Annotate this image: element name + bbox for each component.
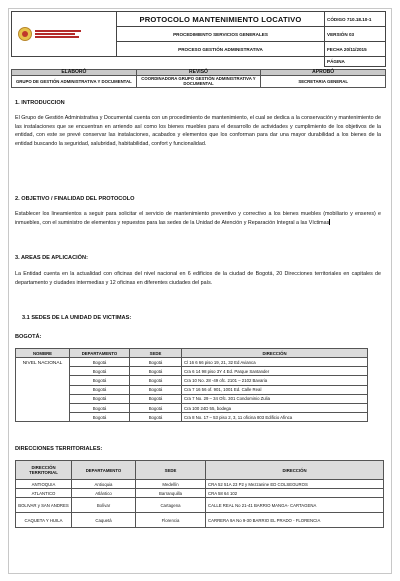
column-header: DEPARTAMENTO [72, 461, 136, 480]
reviso-label: REVISÓ [136, 70, 261, 76]
cell-name: CAQUETA Y HUILA [16, 513, 72, 528]
reviso-value: COORDINADORA GRUPO GESTIÓN ADMINISTRATIVA Y DOCUMENTAL [136, 76, 261, 87]
cell-sede: Bogotá [130, 394, 182, 403]
column-header: DEPARTAMENTO [70, 349, 130, 358]
section-sedes-title: 3.1 SEDES DE LA UNIDAD DE VICTIMAS: [22, 315, 132, 321]
cell-dir: CRA 52 51A 23 P2 y Mezzanine ED COLSEGUROS [206, 480, 384, 489]
sede-name-cell: NIVEL NACIONAL [16, 358, 70, 422]
column-header: SEDE [136, 461, 206, 480]
cell-sede: Medellín [136, 480, 206, 489]
section-areas-text: La Entidad cuenta en la actualidad con oficinas del nivel nacional en 6 edificios de la ciudad de Bogotá, 20 Direcciones territoriales en capitales de departamento y ciudades intermedias y 12 oficinas en diferentes ciudades del país. [15, 271, 381, 286]
table-row [16, 480, 384, 489]
section-objetivo-text-content: Establecer los lineamientos a seguir para solicitar el servicio de mantenimiento preventivo y correctivo a los bienes muebles (mobiliario y enseres) e inmuebles, con el suministro de elementos y repuestos para las sedes de la Unidad de Atención y Reparación Integral a las Víctimas [15, 211, 381, 226]
cell-sede: Bogotá [130, 376, 182, 385]
section-objetivo-title: 2. OBJETIVO / FINALIDAD DEL PROTOCOLO [15, 196, 135, 202]
bogota-label: BOGOTÁ: [15, 334, 42, 340]
cell-dep: Atlántico [72, 489, 136, 498]
cell-dir: Cra 7 16 56 of. 901, 1001 Ed. Calle Real [182, 385, 368, 394]
text-cursor [329, 219, 330, 225]
section-introduccion-text: El Grupo de Gestión Administrativa y Documental cuenta con un procedimiento de mantenimiento, el cual se dedica a la conservación y mantenimiento de las instalaciones que se encuentran en arriendo así como los bienes muebles para el desarrollo de actividades y cumplimiento de los objetivos de la entidad, con este se prevé conservar las instalaciones, acabados y elementos que los conforman para dar una mayor durabilidad a los bienes de la entidad buscando la seguridad, salubridad, habitabilidad, confort y funcionalidad. [15, 115, 381, 147]
cell-dir: CARRERA 9A No 9-30 BARRIO EL PRADO - FLORENCIA [206, 513, 384, 528]
cell-sede: Florencia [136, 513, 206, 528]
cell-dir: Cra 8 No. 17 – 53 piso 2, 3, 11 oficina 803 Edificio Afinca [182, 413, 368, 422]
cell-sede: Cartagena [136, 498, 206, 513]
aprobo-label: APROBÓ [261, 70, 386, 76]
cell-dir: Cra 10 No. 28 -49 ofc. 2101 – 2102 Bavaria [182, 376, 368, 385]
document-header [11, 11, 386, 67]
elaboro-label: ELABORÓ [12, 70, 137, 76]
cell-dep: Bogotá [70, 385, 130, 394]
cell-dep: Bogotá [70, 413, 130, 422]
column-header: DIRECCIÓN [206, 461, 384, 480]
territorial-label: DIRECCIONES TERRITORIALES: [15, 446, 103, 452]
document-code: CÓDIGO 710.18.10-1 [325, 12, 386, 27]
cell-dep: Bolívar [72, 498, 136, 513]
cell-dir: CALLE REAL No 21-41 BARRIO MANGA- CARTAGENA [206, 498, 384, 513]
cell-dep: Bogotá [70, 394, 130, 403]
cell-dir: Cra 100 24D 55, bodega [182, 403, 368, 412]
cell-dep: Bogotá [70, 403, 130, 412]
section-introduccion-title: 1. INTRODUCCION [15, 100, 65, 106]
document-date: FECHA 20/11/2015 [325, 42, 386, 57]
elaboro-value: GRUPO DE GESTIÓN ADMINISTRATIVA Y DOCUMENTAL [12, 76, 137, 87]
cell-dir: Cl 16 6 66 piso 19, 21, 32 Ed Avianca [182, 358, 368, 367]
cell-sede: Bogotá [130, 403, 182, 412]
cell-sede: Bogotá [130, 385, 182, 394]
cell-dep: Bogotá [70, 367, 130, 376]
cell-dep: Bogotá [70, 376, 130, 385]
cell-name: BOLIVAR y SAN ANDRES [16, 498, 72, 513]
section-areas-title: 3. AREAS DE APLICACIÓN: [15, 255, 88, 261]
document-version: VERSIÓN 03 [325, 27, 386, 42]
table-row [16, 358, 368, 367]
section-objetivo-text [15, 210, 381, 227]
cell-sede: Barranquilla [136, 489, 206, 498]
process-name: PROCESO GESTIÓN ADMINISTRATIVA [117, 42, 325, 57]
table-row [16, 489, 384, 498]
cell-dir: CRA 58 64 102 [206, 489, 384, 498]
document-page-label: PÁGINA [325, 57, 386, 67]
cell-dir: Cra 6 14 98 piso 3Y 4 Ed. Parque Santander [182, 367, 368, 376]
cell-name: ANTIOQUIA [16, 480, 72, 489]
column-header: DIRECCIÓN [182, 349, 368, 358]
cell-sede: Bogotá [130, 413, 182, 422]
cell-sede: Bogotá [130, 358, 182, 367]
approval-table [11, 69, 386, 88]
column-header: NOMBRE [16, 349, 70, 358]
seal-icon [18, 27, 32, 41]
bogota-sedes-table [15, 348, 368, 422]
cell-dep: Antioquia [72, 480, 136, 489]
document-title: PROTOCOLO MANTENIMIENTO LOCATIVO [117, 12, 325, 27]
table-row [16, 513, 384, 528]
aprobo-value: SECRETARIA GENERAL [261, 76, 386, 87]
cell-name: ATLANTICO [16, 489, 72, 498]
procedure-name: PROCEDIMIENTO SERVICIOS GENERALES [117, 27, 325, 42]
territorial-table [15, 460, 384, 528]
cell-sede: Bogotá [130, 367, 182, 376]
column-header: SEDE [130, 349, 182, 358]
unidad-victimas-logo [18, 27, 114, 41]
table-row [16, 498, 384, 513]
cell-dep: Caquetá [72, 513, 136, 528]
cell-dir: Cra 7 No. 29 – 34 Ofc. 301 Condominio Zulia [182, 394, 368, 403]
column-header: DIRECCIÓN TERRITORIAL [16, 461, 72, 480]
logo-cell [12, 12, 117, 57]
cell-dep: Bogotá [70, 358, 130, 367]
